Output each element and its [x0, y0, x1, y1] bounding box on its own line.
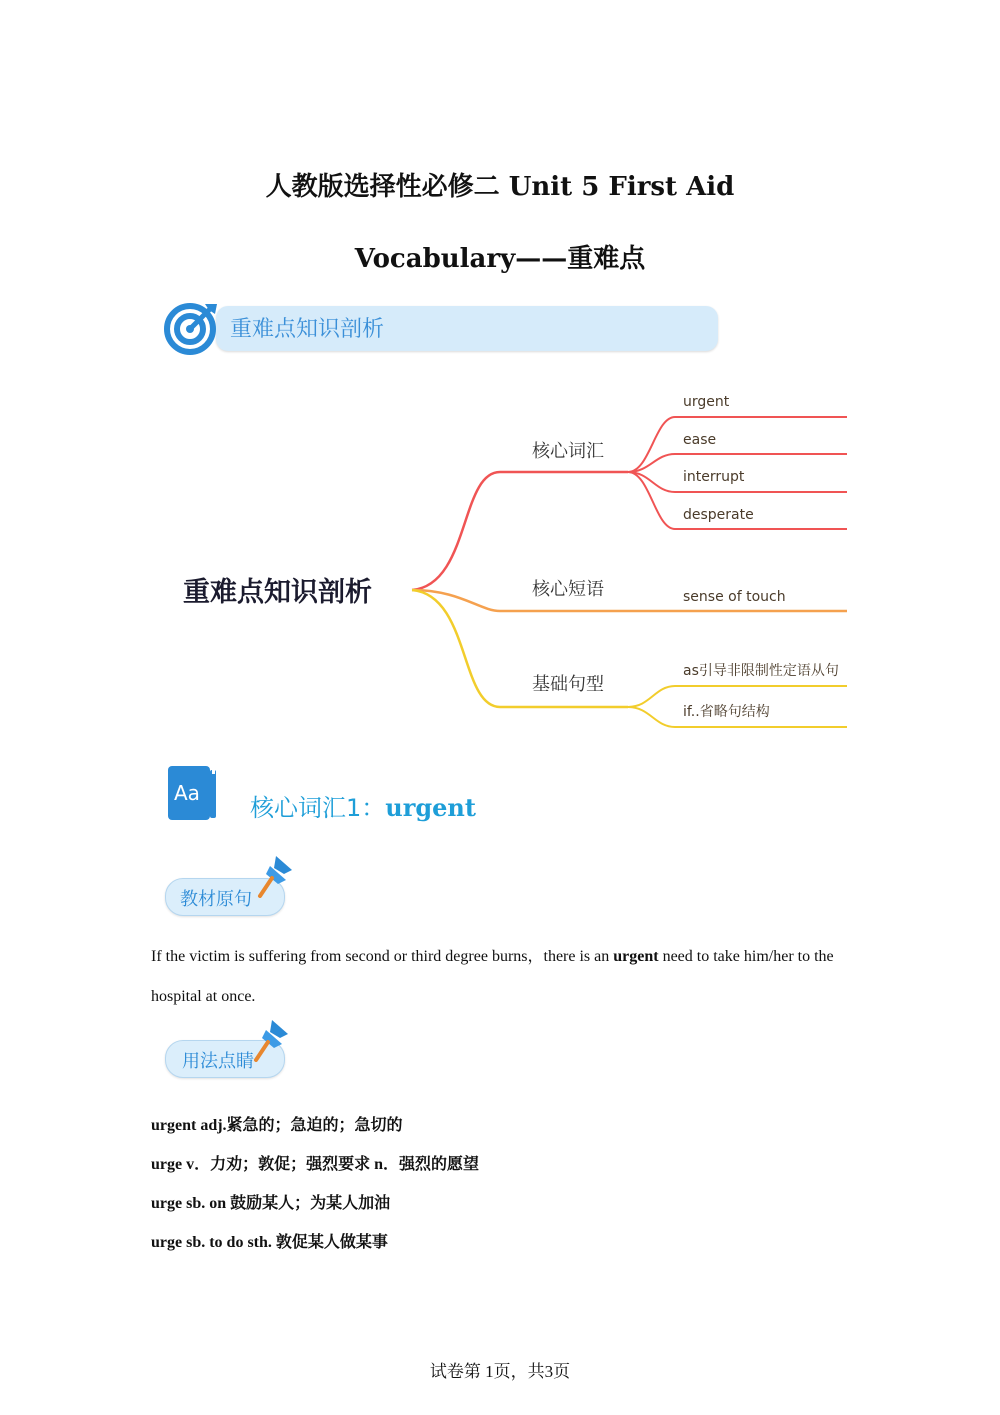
book-aa-icon: [166, 764, 220, 822]
document-subtitle: Vocabulary——重难点: [354, 244, 646, 274]
mind-map-leaf: if..省略句结构: [683, 704, 770, 720]
mind-map-leaf: ease: [683, 432, 717, 448]
mind-map-root: 重难点知识剖析: [183, 577, 372, 608]
vocab-header-word: urgent: [385, 793, 476, 822]
mind-map: [150, 380, 850, 740]
usage-line: urge sb. on 鼓励某人；为某人加油: [151, 1195, 391, 1212]
pin-icon: [256, 852, 296, 898]
pin-icon: [252, 1016, 292, 1062]
mind-map-leaf: urgent: [683, 394, 730, 410]
usage-line: urgent adj.紧急的；急迫的；急切的: [151, 1117, 403, 1134]
mind-map-branch-basic-sentences: 基础句型: [532, 674, 604, 695]
usage-tips-label: 用法点睛: [182, 1051, 254, 1072]
section-banner-label: 重难点知识剖析: [230, 317, 385, 342]
svg-text:Aa: Aa: [174, 781, 200, 805]
highlighted-word: urgent: [613, 948, 659, 965]
mind-map-branch-core-phrases: 核心短语: [532, 579, 604, 600]
usage-line: urge sb. to do sth. 敦促某人做某事: [151, 1234, 388, 1251]
target-icon: [163, 300, 219, 356]
mind-map-leaf: interrupt: [683, 469, 745, 485]
mind-map-leaf: sense of touch: [683, 589, 786, 605]
document-title: 人教版选择性必修二 Unit 5 First Aid: [265, 172, 735, 202]
mind-map-leaf: as引导非限制性定语从句: [683, 663, 839, 679]
page-footer: 试卷第 1页，共3页: [429, 1362, 571, 1381]
mind-map-branch-core-vocab: 核心词汇: [532, 441, 604, 462]
vocab-header: [250, 788, 476, 823]
textbook-sentence-label: 教材原句: [180, 889, 252, 910]
vocab-header-prefix: 核心词汇1：: [250, 794, 386, 822]
mind-map-leaf: desperate: [683, 507, 754, 523]
textbook-sentence: If the victim is suffering from second or third degree burns，there is an urgent need to take him/her to the hospital at once.: [151, 948, 834, 1005]
usage-line: urge v．力劝；敦促；强烈要求 n．强烈的愿望: [151, 1156, 480, 1173]
